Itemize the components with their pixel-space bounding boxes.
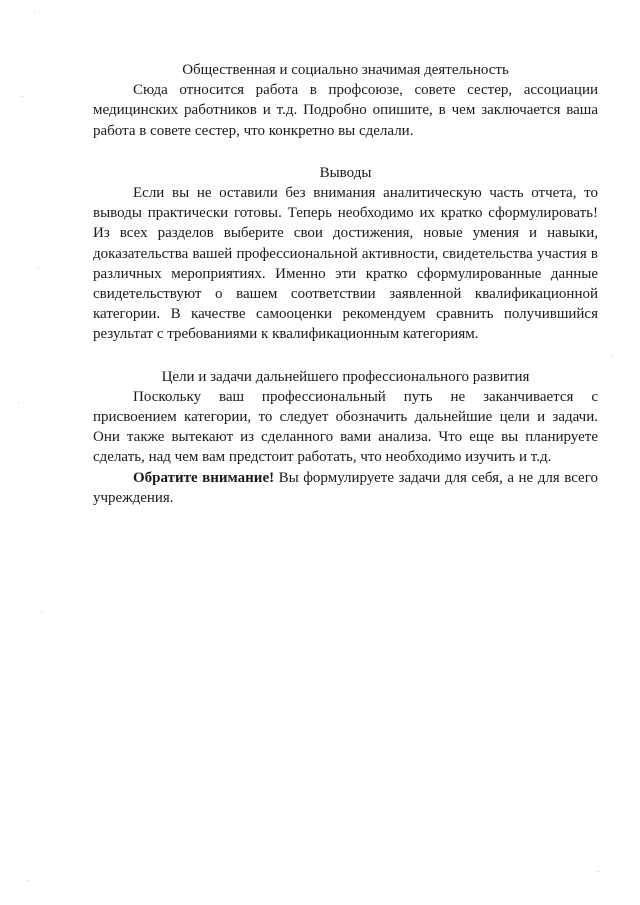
section-paragraph: Если вы не оставили без внимания аналитическую часть отчета, то выводы практически готовы. Теперь необходимо их кратко сформулировать! Из всех разделов выберите свои достижения, новые умения и навыки, доказательства вашей профессиональной активности, свидетельства участия в различных мероприятиях. Именно эти кратко сформулированные данные свидетельствуют о вашем соответствии заявленной квалификационной категории. В качестве самооценки рекомендуем сравнить получившийся результат с требованиями к квалификационным категориям. <box>93 185 598 343</box>
scan-speck <box>34 12 35 13</box>
scan-speck <box>41 612 42 613</box>
attention-note-label: Обратите внимание! <box>133 469 275 486</box>
section-goals <box>93 367 598 508</box>
attention-note-text: Вы формулируете задачи для себя, а не для всего учреждения. <box>93 469 598 506</box>
section-heading: Общественная и социально значимая деятельность <box>182 62 509 78</box>
attention-note <box>93 468 598 508</box>
section-heading: Цели и задачи дальнейшего профессионального развития <box>161 368 530 385</box>
section-paragraph: Поскольку ваш профессиональный путь не заканчивается с присвоением категории, то следует обозначить дальнейшие цели и задачи. Они также вытекают из сделанного вами анализа. Что еще вы планируете сделать, над чем вам предстоит работать, что необходимо изучить и т.д. <box>93 388 598 466</box>
scan-speck <box>18 402 19 403</box>
section-paragraph: Сюда относится работа в профсоюзе, совете сестер, ассоциации медицинских работников и т.д. Подробно опишите, в чем заключается ваша работа в совете сестер, что конкретно вы сделали. <box>93 82 598 139</box>
section-social-activity <box>93 60 598 141</box>
scan-speck <box>38 268 39 269</box>
scan-speck <box>27 880 28 881</box>
scan-speck <box>22 96 23 97</box>
document-body <box>93 60 598 508</box>
section-heading: Выводы <box>319 164 372 181</box>
scan-speck <box>598 871 599 872</box>
scan-speck <box>612 355 613 356</box>
section-conclusions <box>93 163 598 345</box>
